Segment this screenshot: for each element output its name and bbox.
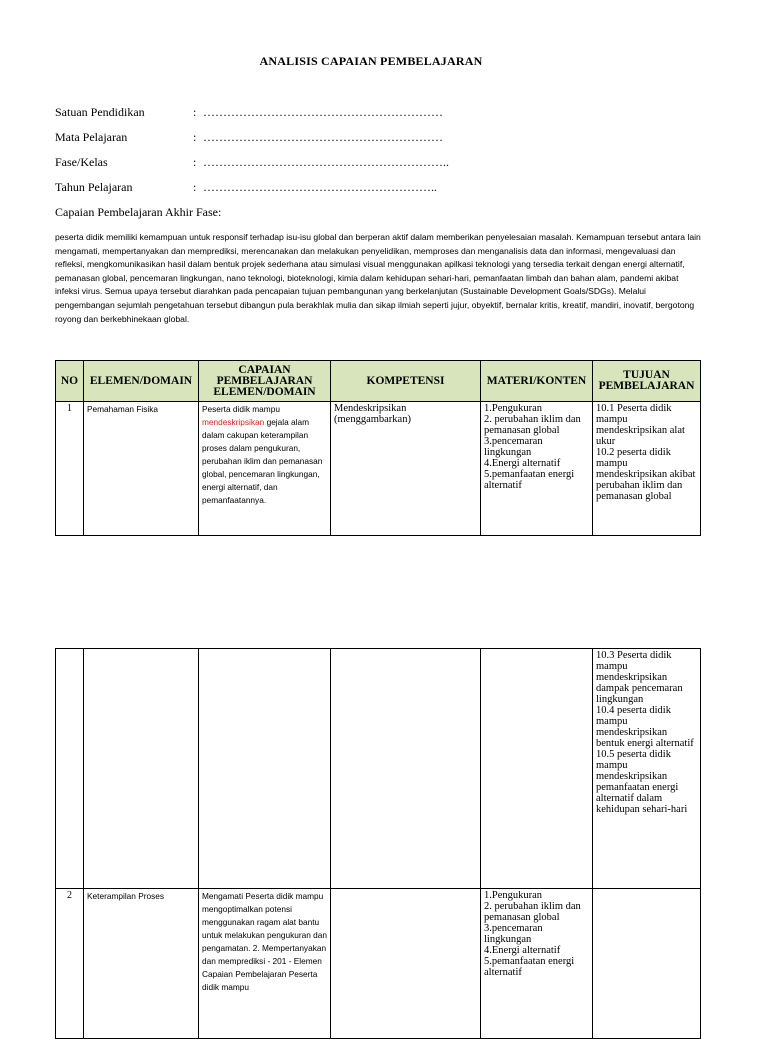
- tujuan-item: 10.3 Peserta didik mampu mendeskripsikan dampak pencemaran lingkungan: [596, 650, 683, 705]
- table-row: [56, 649, 701, 889]
- empty-cell: [331, 649, 481, 889]
- meta-label: Mata Pelajaran: [55, 130, 128, 144]
- materi-item: 2. perubahan iklim dan pemanasan global: [484, 414, 581, 436]
- materi-item: 3.pencemaran lingkungan: [484, 436, 543, 458]
- header-kompetensi: KOMPETENSI: [331, 361, 481, 402]
- materi-item: 1.Pengukuran: [484, 403, 543, 414]
- tujuan-cell: [593, 402, 701, 536]
- meta-value: ……………………………………………………..: [203, 155, 449, 169]
- meta-label: Fase/Kelas: [55, 155, 108, 169]
- materi-item: 3.pencemaran lingkungan: [484, 923, 543, 945]
- meta-colon: :: [193, 130, 197, 144]
- materi-item: 5.pemanfaatan energi alternatif: [484, 956, 575, 978]
- tujuan-item: 10.1 Peserta didik mampu mendeskripsikan alat ukur: [596, 403, 685, 447]
- meta-value: ……………………………………………………: [203, 105, 443, 119]
- row-number: 2: [56, 889, 84, 1039]
- meta-satuan-pendidikan: [55, 105, 443, 120]
- meta-label: Satuan Pendidikan: [55, 105, 145, 119]
- document-title: ANALISIS CAPAIAN PEMBELAJARAN: [259, 54, 483, 68]
- empty-cell: [56, 649, 84, 889]
- capaian-text: Peserta didik mampu: [202, 404, 280, 414]
- materi-item: 4.Energi alternatif: [484, 458, 561, 469]
- empty-cell: [481, 649, 593, 889]
- elemen-cell: Pemahaman Fisika: [84, 402, 199, 536]
- tujuan-cell: [593, 649, 701, 889]
- capaian-cell: [199, 402, 331, 536]
- tujuan-item: 10.4 peserta didik mampu mendeskripsikan bentuk energi alternatif: [596, 705, 694, 749]
- table-header-row: [56, 361, 701, 402]
- capaian-text: gejala alam dalam cakupan keterampilan proses dalam pengukuran, perubahan iklim dan pemanasan global, pencemaran lingkungan, energi alternatif, dan pemanfaatannya.: [202, 417, 323, 505]
- materi-cell: [481, 889, 593, 1039]
- highlighted-verb: mendeskripsikan: [202, 417, 265, 427]
- elemen-cell: Keterampilan Proses: [84, 889, 199, 1039]
- kompetensi-cell: Mendeskripsikan (menggambarkan): [331, 402, 481, 536]
- tujuan-item: 10.2 peserta didik mampu mendeskripsikan akibat perubahan iklim dan pemanasan global: [596, 447, 696, 502]
- materi-cell: [481, 402, 593, 536]
- empty-cell: [199, 649, 331, 889]
- materi-item: 4.Energi alternatif: [484, 945, 561, 956]
- header-materi: MATERI/KONTEN: [481, 361, 593, 402]
- meta-label: Tahun Pelajaran: [55, 180, 133, 194]
- meta-colon: :: [193, 155, 197, 169]
- meta-fase-kelas: [55, 155, 449, 170]
- header-elemen: ELEMEN/DOMAIN: [84, 361, 199, 402]
- meta-value: …………………………………………………..: [203, 180, 437, 194]
- row-number: 1: [56, 402, 84, 536]
- materi-item: 5.pemanfaatan energi alternatif: [484, 469, 575, 491]
- analysis-table: [55, 360, 701, 536]
- table-row: [56, 889, 701, 1039]
- materi-item: 1.Pengukuran: [484, 890, 543, 901]
- header-tujuan: TUJUAN PEMBELAJARAN: [593, 361, 701, 402]
- capaian-label: Capaian Pembelajaran Akhir Fase:: [55, 205, 222, 219]
- tujuan-item: 10.5 peserta didik mampu mendeskripsikan pemanfaatan energi alternatif dalam kehidupan sehari-hari: [596, 749, 688, 815]
- header-no: NO: [56, 361, 84, 402]
- capaian-cell: Mengamati Peserta didik mampu mengoptimalkan potensi menggunakan ragam alat bantu untuk melakukan pengukuran dan pengamatan. 2. Mempertanyakan dan memprediksi - 201 - Elemen Capaian Pembelajaran Peserta didik mampu: [199, 889, 331, 1039]
- kompetensi-cell: [331, 889, 481, 1039]
- header-capaian: CAPAIAN PEMBELAJARAN ELEMEN/DOMAIN: [199, 361, 331, 402]
- tujuan-cell: [593, 889, 701, 1039]
- empty-cell: [84, 649, 199, 889]
- analysis-table-continued: [55, 648, 701, 1039]
- materi-item: 2. perubahan iklim dan pemanasan global: [484, 901, 581, 923]
- meta-mata-pelajaran: [55, 130, 443, 145]
- meta-colon: :: [193, 105, 197, 119]
- capaian-description: peserta didik memiliki kemampuan untuk responsif terhadap isu-isu global dan berperan aktif dalam memberikan penyelesaian masalah. Kemampuan tersebut antara lain mengamati, mempertanyakan dan memprediksi, merencanakan dan melakukan penyelidikan, memproses dan menganalisis data dan informasi, mengevaluasi dan refleksi, mengkomunikasikan hasil dalam bentuk projek sederhana atau simulasi visual menggunakan apilkasi teknologi yang tersedia terkait dengan energi alternatif, pemanasan global, pencemaran lingkungan, nano teknologi, bioteknologi, kimia dalam kehidupan sehari-hari, pemanfaatan limbah dan bahan alam, pandemi akibat infeksi virus. Semua upaya tersebut diarahkan pada pencapaian tujuan pembangunan yang berkelanjutan (Sustainable Development Goals/SDGs). Melalui pengembangan sejumlah pengetahuan tersebut dibangun pula berakhlak mulia dan sikap ilmiah seperti jujur, obyektif, bernalar kritis, kreatif, mandiri, inovatif, bergotong royong dan berkebhinekaan global.: [55, 232, 701, 324]
- meta-colon: :: [193, 180, 197, 194]
- meta-value: ……………………………………………………: [203, 130, 443, 144]
- table-row: [56, 402, 701, 536]
- meta-tahun-pelajaran: [55, 180, 437, 195]
